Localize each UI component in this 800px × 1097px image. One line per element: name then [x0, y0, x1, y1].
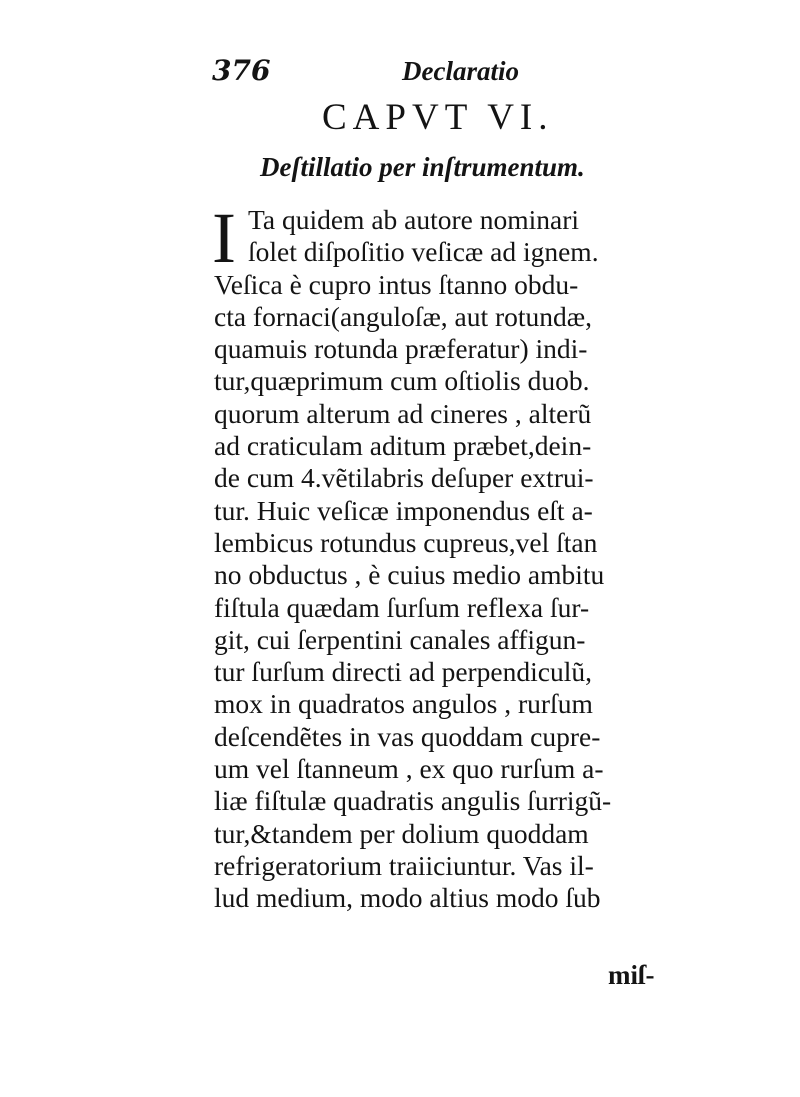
text-line: ad craticulam aditum præbet,dein-: [214, 430, 592, 462]
text-line: Veſica è cupro intus ſtanno obdu-: [214, 268, 579, 300]
text-line: ſolet diſpoſitio veſicæ ad ignem.: [248, 236, 599, 268]
section-title: Deſtillatio per inſtrumentum.: [260, 152, 585, 182]
text-line: um vel ſtanneum , ex quo rurſum a-: [214, 753, 604, 785]
text-line: tur ſurſum directi ad perpendiculũ,: [214, 656, 593, 688]
text-line: quamuis rotunda præferatur) indi-: [214, 333, 588, 365]
page-header: [212, 52, 662, 98]
text-line: liæ fiſtulæ quadratis angulis ſurrigũ-: [214, 785, 612, 817]
text-line: tur,&tandem per dolium quoddam: [214, 817, 589, 849]
text-line: refrigeratorium traiiciuntur. Vas il-: [214, 849, 594, 881]
catchword: miſ-: [608, 960, 655, 990]
text-line: quorum alterum ad cineres , alterũ: [214, 397, 592, 429]
text-line: cta fornaci(anguloſæ, aut rotundæ,: [214, 300, 593, 332]
page-number: 376: [212, 54, 271, 87]
text-line: tur,quæprimum cum oſtiolis duob.: [214, 365, 590, 397]
text-line: fiſtula quædam ſurſum reflexa ſur-: [214, 591, 590, 623]
running-head: Declaratio: [402, 56, 519, 86]
chapter-title: CAPVT VI.: [322, 97, 554, 138]
text-line: lud medium, modo altius modo ſub: [214, 882, 601, 914]
text-line: de cum 4.vẽtilabris deſuper extrui-: [214, 462, 594, 494]
text-line: mox in quadratos angulos , rurſum: [214, 688, 593, 720]
text-line: git, cui ſerpentini canales affigun-: [214, 623, 586, 655]
text-line: deſcendẽtes in vas quoddam cupre-: [214, 720, 601, 752]
text-line: no obductus , è cuius medio ambitu: [214, 559, 605, 591]
drop-cap: I: [212, 198, 236, 278]
text-line: tur. Huic veſicæ imponendus eſt a-: [214, 494, 593, 526]
text-line: lembicus rotundus cupreus,vel ſtan: [214, 526, 598, 558]
body-text: [212, 198, 659, 915]
text-line: Ta quidem ab autore nominari: [248, 204, 580, 235]
